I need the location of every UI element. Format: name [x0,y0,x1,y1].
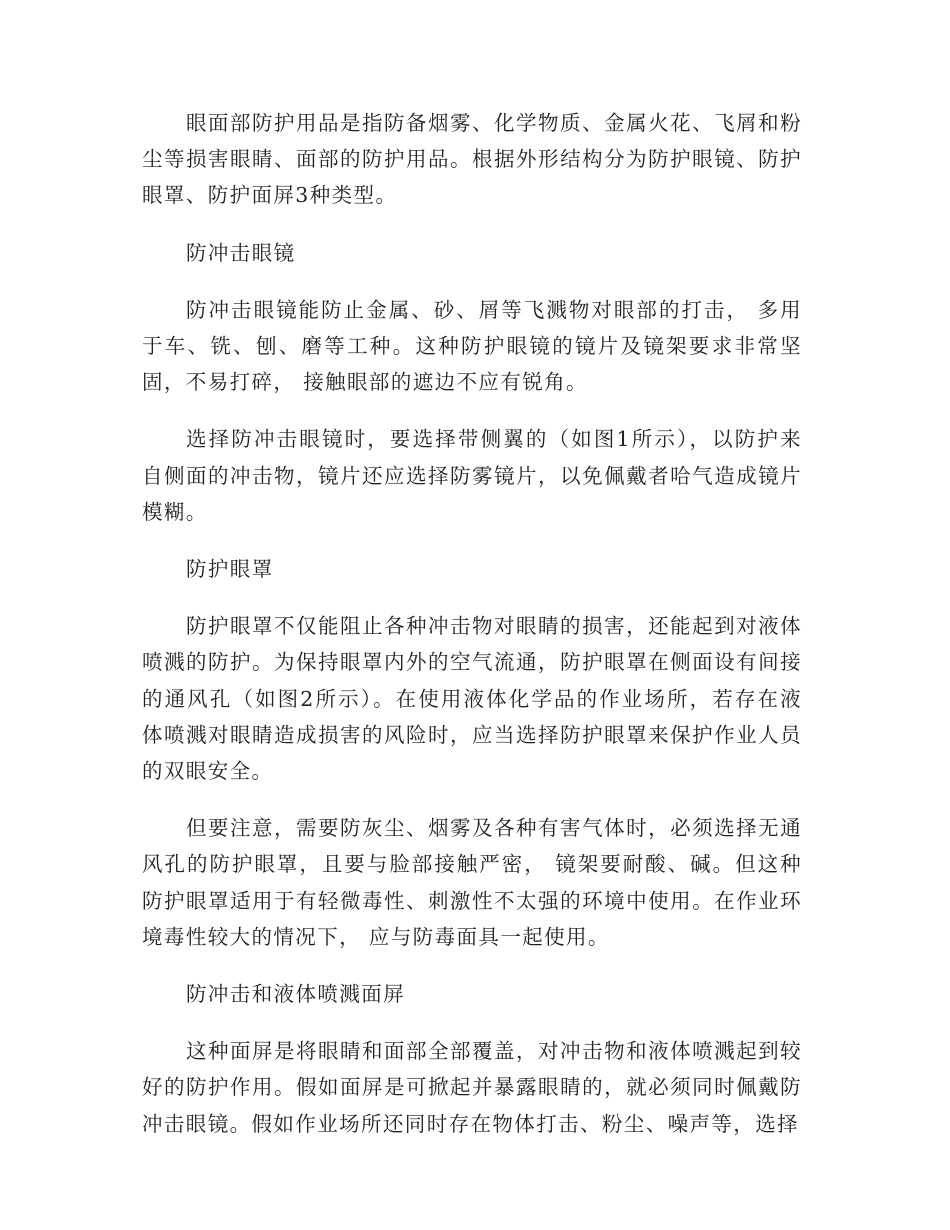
goggles-caution-paragraph: 但要注意，需要防灰尘、烟雾及各种有害气体时，必须选择无通风孔的防护眼罩，且要与脸部接触严密， 镜架要耐酸、碱。但这种防护眼罩适用于有轻微毒性、刺激性不太强的环境中使用。在作业环境毒性较大的情况下， 应与防毒面具一起使用。 [142,816,802,949]
intro-paragraph: 眼面部防护用品是指防备烟雾、化学物质、金属火花、飞屑和粉尘等损害眼睛、面部的防护用品。根据外形结构分为防护眼镜、防护眼罩、防护面屏3种类型。 [142,111,802,208]
face-shield-paragraph: 这种面屏是将眼睛和面部全部覆盖，对冲击物和液体喷溅起到较好的防护作用。假如面屏是可掀起并暴露眼睛的，就必须同时佩戴防冲击眼镜。假如作业场所还同时存在物体打击、粉尘、噪声等，选择 [142,1039,802,1136]
impact-glasses-selection-paragraph: 选择防冲击眼镜时，要选择带侧翼的（如图1所示），以防护来自侧面的冲击物，镜片还应选择防雾镜片，以免佩戴者哈气造成镜片模糊。 [142,427,802,524]
section-heading-goggles: 防护眼罩 [186,557,274,582]
impact-glasses-paragraph: 防冲击眼镜能防止金属、砂、屑等飞溅物对眼部的打击， 多用于车、铣、刨、磨等工种。这种防护眼镜的镜片及镜架要求非常坚固，不易打碎， 接触眼部的遮边不应有锐角。 [142,297,802,395]
goggles-paragraph: 防护眼罩不仅能阻止各种冲击物对眼睛的损害，还能起到对液体喷溅的防护。为保持眼罩内外的空气流通，防护眼罩在侧面设有间接的通风孔（如图2所示）。在使用液体化学品的作业场所，若存在液体喷溅对眼睛造成损害的风险时，应当选择防护眼罩来保护作业人员的双眼安全。 [142,614,802,784]
section-heading-impact-glasses: 防冲击眼镜 [186,240,296,265]
document-body [142,105,802,1163]
section-heading-face-shield: 防冲击和液体喷溅面屏 [186,982,405,1007]
